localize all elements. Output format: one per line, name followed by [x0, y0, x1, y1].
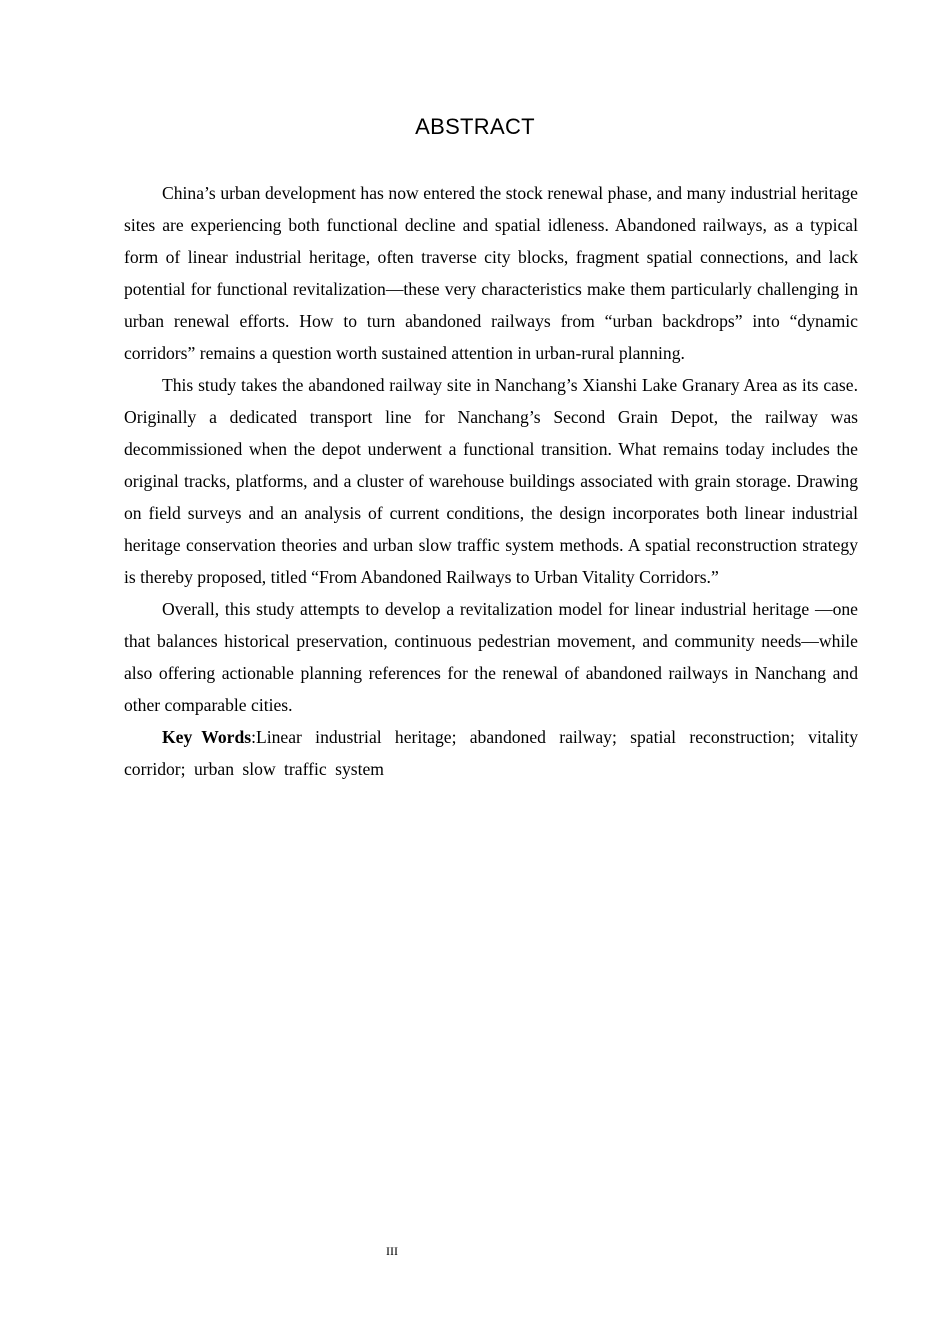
abstract-body	[124, 177, 858, 785]
keywords-label: Key Words	[162, 727, 252, 747]
abstract-paragraph-1: China’s urban development has now entered the stock renewal phase, and many industrial heritage sites are experiencing both functional decline and spatial idleness. Abandoned railways, as a typical form of linear industrial heritage, often traverse city blocks, fragment spatial connections, and lack potential for functional revitalization—these very characteristics make them particularly challenging in urban renewal efforts. How to turn abandoned railways from “urban backdrops” into “dynamic corridors” remains a question worth sustained attention in urban-rural planning.	[124, 183, 858, 363]
abstract-paragraph-3: Overall, this study attempts to develop a revitalization model for linear industrial heritage —one that balances historical preservation, continuous pedestrian movement, and community needs—while also offering actionable planning references for the renewal of abandoned railways in Nanchang and other comparable cities.	[124, 599, 858, 715]
keywords-separator: :	[251, 727, 256, 747]
abstract-paragraph-2: This study takes the abandoned railway site in Nanchang’s Xianshi Lake Granary Area as its case. Originally a dedicated transport line for Nanchang’s Second Grain Depot, the railway was decommissioned when the depot underwent a functional transition. What remains today includes the original tracks, platforms, and a cluster of warehouse buildings associated with grain storage. Drawing on field surveys and an analysis of current conditions, the design incorporates both linear industrial heritage conservation theories and urban slow traffic system methods. A spatial reconstruction strategy is thereby proposed, titled “From Abandoned Railways to Urban Vitality Corridors.”	[124, 375, 858, 587]
page-number: III	[386, 1244, 398, 1258]
keywords-text: Linear industrial heritage; abandoned railway; spatial reconstruction; vitality corridor; urban slow traffic system	[124, 727, 858, 779]
abstract-title: ABSTRACT	[415, 114, 535, 139]
keywords-line	[124, 721, 858, 785]
